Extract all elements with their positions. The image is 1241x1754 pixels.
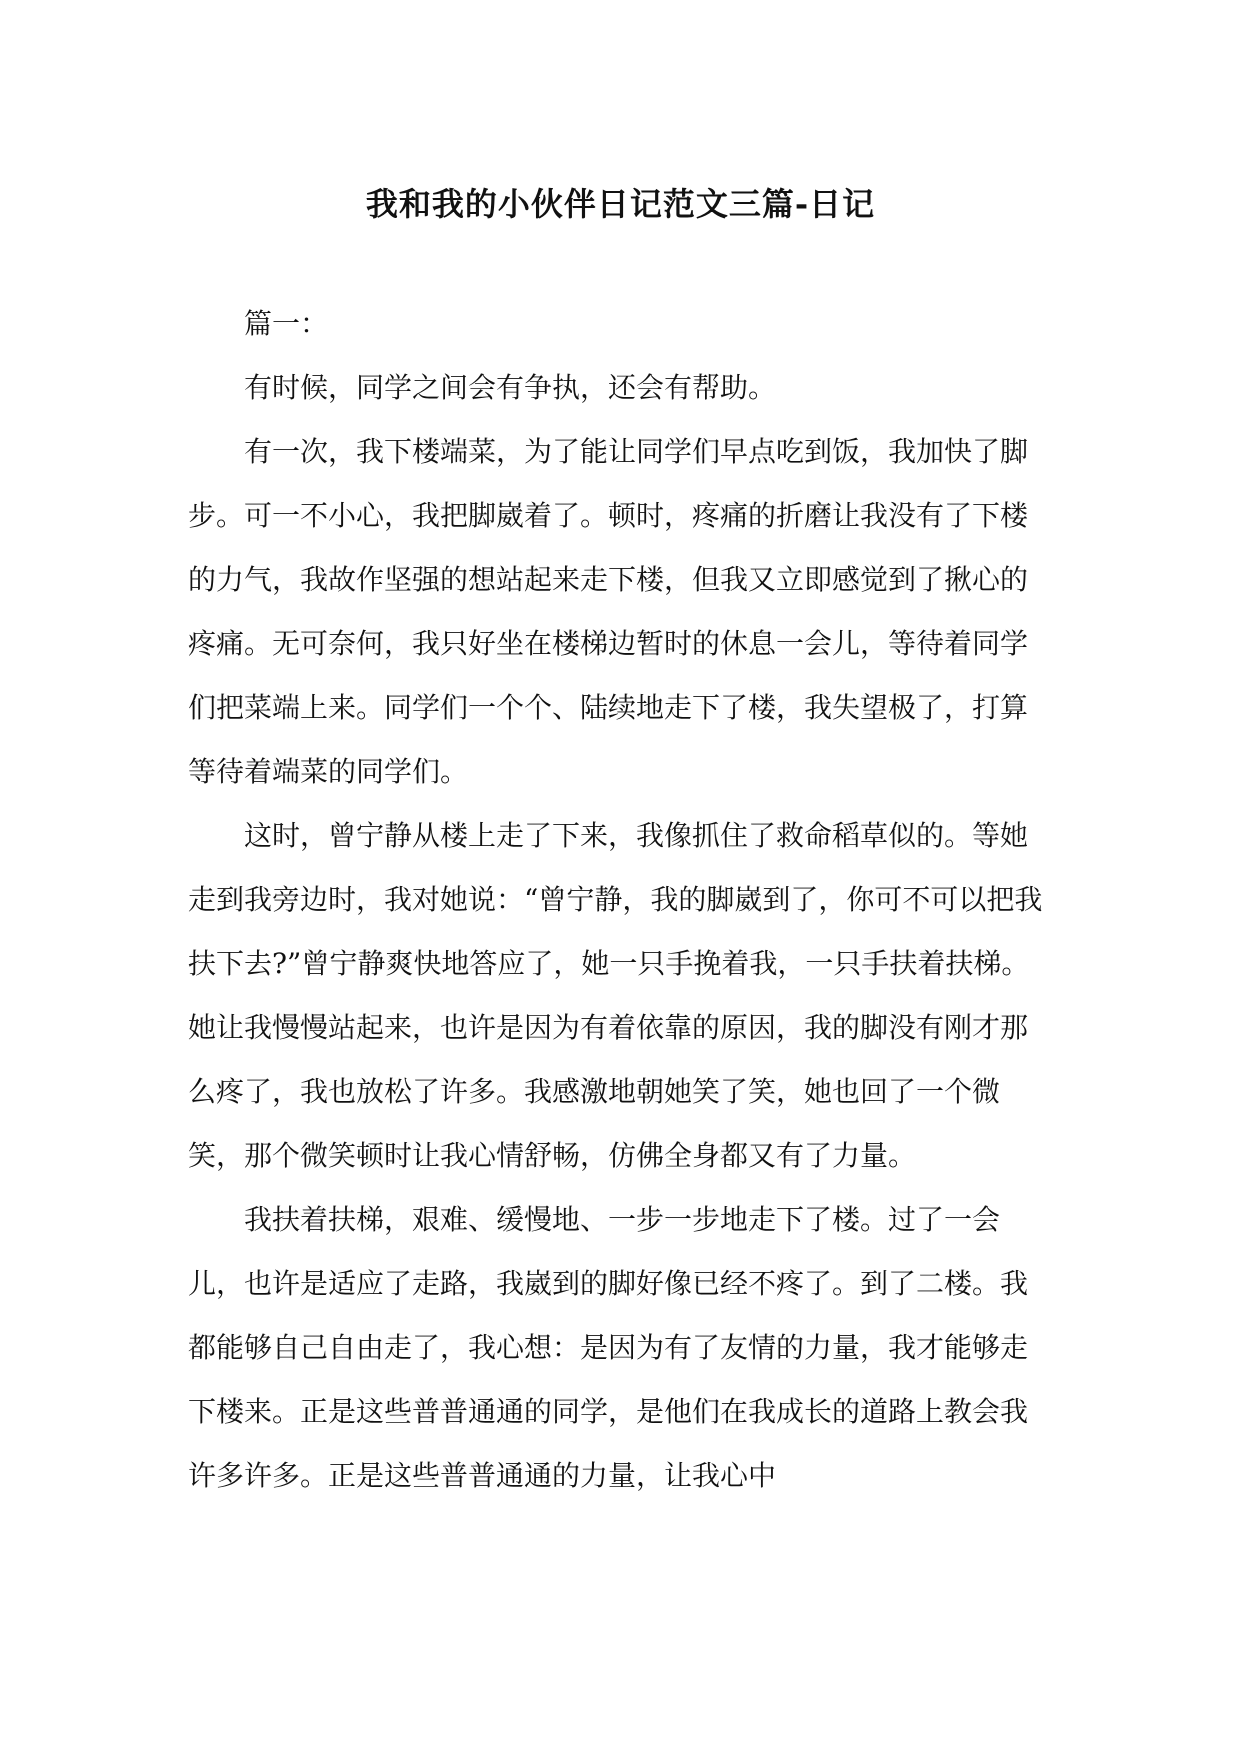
paragraph: 有一次，我下楼端菜，为了能让同学们早点吃到饭，我加快了脚步。可一不小心，我把脚崴着了。顿时，疼痛的折磨让我没有了下楼的力气，我故作坚强的想站起来走下楼，但我又立即感觉到了揪心的疼痛。无可奈何，我只好坐在楼梯边暂时的休息一会儿，等待着同学们把菜端上来。同学们一个个、陆续地走下了楼，我失望极了，打算等待着端菜的同学们。 [188, 435, 1029, 788]
paragraph: 有时候，同学之间会有争执，还会有帮助。 [244, 371, 777, 404]
paragraph-heading: 篇一： [244, 307, 329, 340]
paragraph: 我扶着扶梯，艰难、缓慢地、一步一步地走下了楼。过了一会儿，也许是适应了走路，我崴到的脚好像已经不疼了。到了二楼。我都能够自己自由走了，我心想：是因为有了友情的力量，我才能够走下楼来。正是这些普普通通的同学，是他们在我成长的道路上教会我许多许多。正是这些普普通通的力量，让我心中 [188, 1203, 1029, 1492]
document-body [188, 292, 1050, 1508]
document-title: 我和我的小伙伴日记范文三篇-日记 [365, 185, 876, 224]
paragraph: 这时，曾宁静从楼上走了下来，我像抓住了救命稻草似的。等她走到我旁边时，我对她说：“曾宁静，我的脚崴到了，你可不可以把我扶下去?”曾宁静爽快地答应了，她一只手挽着我，一只手扶着扶梯。她让我慢慢站起来，也许是因为有着依靠的原因，我的脚没有刚才那么疼了，我也放松了许多。我感激地朝她笑了笑，她也回了一个微笑，那个微笑顿时让我心情舒畅，仿佛全身都又有了力量。 [188, 819, 1043, 1172]
